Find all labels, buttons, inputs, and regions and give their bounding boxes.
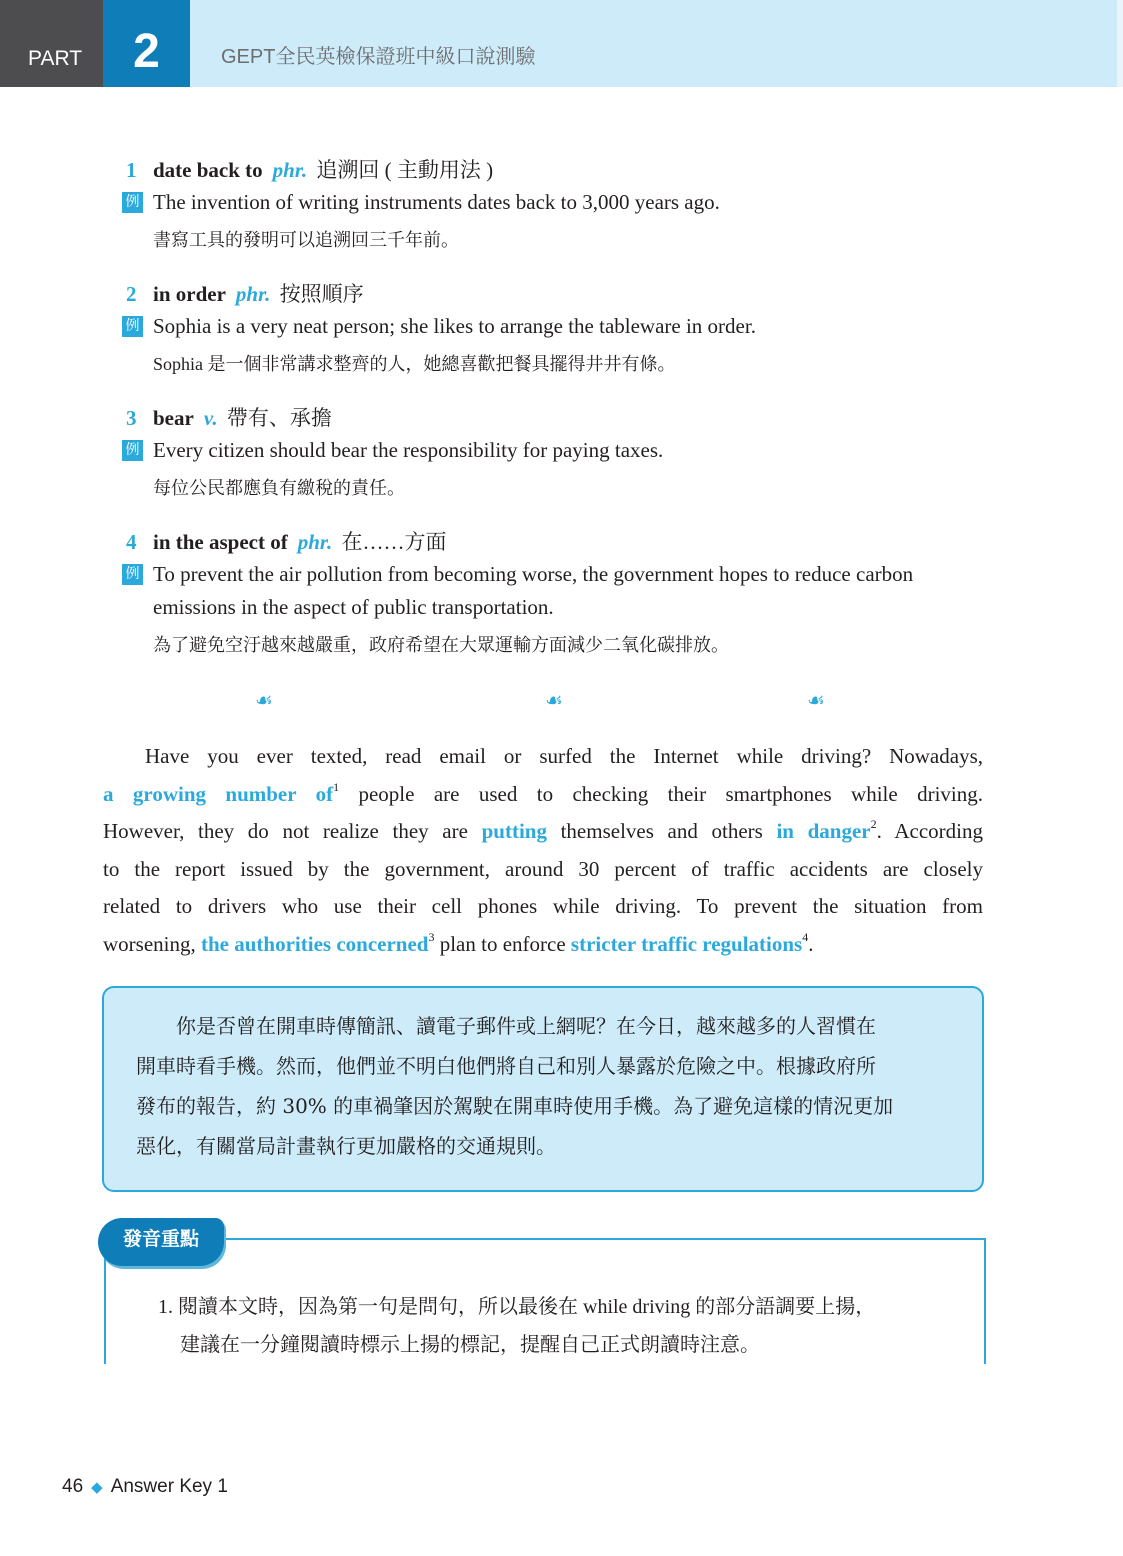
footnote-ref: 4 [802,929,809,944]
passage-text: themselves and others [560,819,763,843]
part-of-speech: phr. [272,158,308,182]
page-footer [62,1476,228,1498]
vocab-word-line [153,529,446,555]
example-icon: 例 [122,440,143,461]
key-phrase: the authorities concerned [201,931,429,956]
vocab-definition: 在……方面 [341,530,447,554]
vocab-definition: 帶有、承擔 [226,406,332,430]
passage-text: plan to enforce [439,931,566,956]
pronunciation-line: 1. 閱讀本文時，因為第一句是問句，所以最後在 while driving 的部分語調要上揚， [158,1296,876,1318]
ornament-icon: ☙ [807,688,825,712]
passage-text: However, they do not realize they are [103,819,468,843]
passage-text: . According [876,819,983,843]
page-number: 46 [62,1476,84,1497]
footnote-ref: 2 [870,817,877,831]
vocab-word-line [153,405,332,431]
passage-line: Have you ever texted, read email or surfed the Internet while driving? Nowadays, [145,744,983,768]
example-sentence: The invention of writing instruments dates back to 3,000 years ago. [153,190,720,214]
example-icon: 例 [122,564,143,585]
vocab-number: 2 [126,282,137,306]
vocab-number: 3 [126,406,137,430]
translation-line: 開車時看手機。然而，他們並不明白他們將自己和別人暴露於危險之中。根據政府所 [136,1054,876,1078]
example-sentence: Sophia is a very neat person; she likes to arrange the tableware in order. [153,314,756,338]
example-sentence: Every citizen should bear the responsibility for paying taxes. [153,438,664,462]
part-label-box [0,0,103,87]
part-label: PART [28,47,83,70]
footnote-ref: 3 [428,929,435,944]
translation-box [102,986,984,1192]
vocab-definition: 按照順序 [279,282,364,306]
header-edge [1117,0,1123,87]
translation-line: 惡化，有關當局計畫執行更加嚴格的交通規則。 [136,1134,556,1158]
example-translation: 為了避免空汙越來越嚴重，政府希望在大眾運輸方面減少二氧化碳排放。 [153,635,729,655]
passage-line: related to drivers who use their cell phones while driving. To prevent the situation from [103,894,983,918]
vocab-definition: 追溯回 ( 主動用法 ) [316,158,494,182]
key-phrase: putting [481,819,547,843]
pronunciation-line: 建議在一分鐘閱讀時標示上揚的標記，提醒自己正式朗讀時注意。 [180,1334,760,1356]
reading-passage [103,738,983,963]
ornament-icon: ☙ [255,688,273,712]
pronunciation-badge: 發音重點 [98,1218,224,1266]
part-of-speech: phr. [235,282,271,306]
key-phrase: a growing number of [103,781,334,806]
ornament-icon: ☙ [545,688,563,712]
passage-line: to the report issued by the government, around 30 percent of traffic accidents are closely [103,856,983,881]
example-icon: 例 [122,316,143,337]
key-phrase: in danger [776,819,871,843]
vocab-number: 4 [126,530,137,554]
part-number-box [103,0,190,87]
vocab-number: 1 [126,158,137,182]
book-title: GEPT全民英檢保證班中級口說測驗 [221,46,536,68]
passage-line [103,776,983,814]
passage-text: worsening, [103,931,196,956]
translation-line: 你是否曾在開車時傳簡訊、讀電子郵件或上網呢？在今日，越來越多的人習慣在 [176,1014,876,1038]
part-of-speech: v. [203,406,218,430]
vocab-word: in order [153,282,226,306]
passage-text: . [808,931,814,956]
pronunciation-item [158,1288,875,1364]
translation-line: 發布的報告，約 30% 的車禍肇因於駕駛在開車時使用手機。為了避免這樣的情況更加 [136,1094,894,1118]
diamond-icon: ◆ [91,1479,103,1496]
key-phrase: stricter traffic regulations [570,931,803,956]
example-icon: 例 [122,192,143,213]
vocab-word: in the aspect of [153,530,288,554]
passage-line [103,813,983,851]
example-translation: Sophia 是一個非常講求整齊的人，她總喜歡把餐具擺得井井有條。 [153,354,676,374]
page-header [0,0,1117,87]
example-translation: 每位公民都應負有繳稅的責任。 [153,478,405,498]
vocab-word: bear [153,406,194,430]
part-number: 2 [133,25,160,78]
part-of-speech: phr. [297,530,333,554]
section-label: Answer Key 1 [110,1476,228,1497]
example-translation: 書寫工具的發明可以追溯回三千年前。 [153,230,459,250]
translation-text [136,1006,956,1166]
vocab-word-line [153,281,364,307]
passage-text: people are used to checking their smartphones while driving. [358,781,983,806]
example-sentence: To prevent the air pollution from becoming worse, the government hopes to reduce carbon emissions in the aspect of public transportation. [153,562,914,619]
passage-line [103,926,983,964]
vocab-word: date back to [153,158,263,182]
vocab-word-line [153,157,493,183]
footnote-ref: 1 [333,779,340,794]
